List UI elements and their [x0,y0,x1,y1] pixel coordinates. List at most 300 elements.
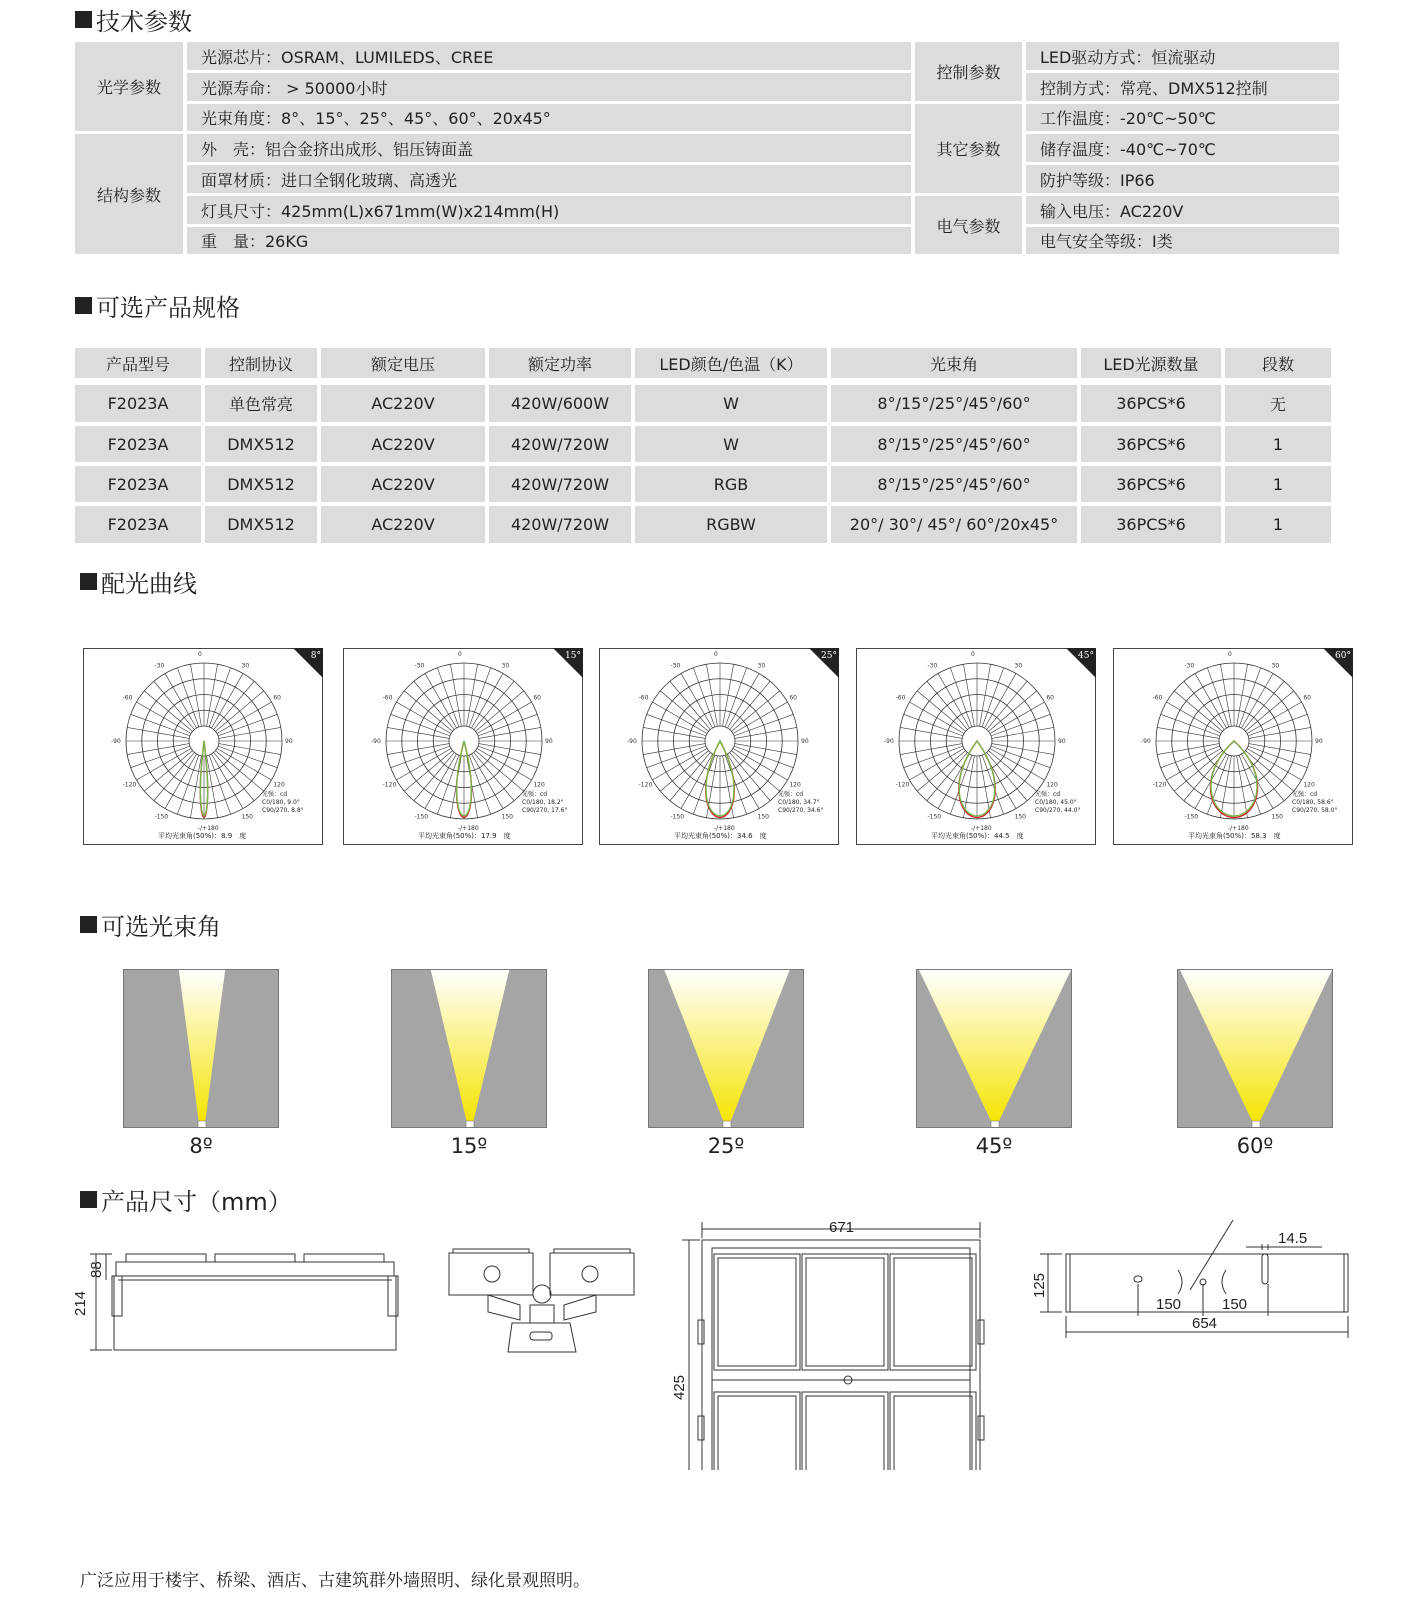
polar-grid-spoke [217,749,272,781]
spec-table-cell: 1 [1225,506,1331,543]
polar-grid-spoke [209,668,231,727]
polar-chart-svg [600,649,840,846]
spec-table-cell: F2023A [75,506,201,543]
dim-offset: 14.5 [1278,1230,1308,1247]
spec-header-cell: 光束角 [831,348,1077,378]
polar-axis-label: 150 [1271,813,1283,821]
structure-row: 外 壳：铝合金挤出成形、铝压铸面盖 [187,134,911,162]
polar-axis-label: 60 [533,694,541,702]
polar-grid-spoke [647,714,706,736]
beam-angle-label: 60º [1236,1134,1274,1158]
polar-grid-spoke [1239,668,1261,727]
footer-application-text: 广泛应用于楼宇、桥梁、酒店、古建筑群外墙照明、绿化景观照明。 [80,1571,590,1591]
polar-chart [343,648,583,845]
polar-grid-spoke [1245,751,1293,791]
beam-angle-label: 45º [975,1134,1013,1158]
polar-axis-label: 120 [1046,781,1058,789]
polar-grid-spoke [991,746,1050,768]
control-row: LED驱动方式：恒流驱动 [1026,42,1339,70]
polar-grid-spoke [670,752,710,800]
spec-table-cell: 8°/15°/25°/45°/60° [831,466,1077,502]
beam-cone-svg [392,970,547,1128]
spec-table-cell: 20°/ 30°/ 45°/ 60°/20x45° [831,506,1077,543]
beam-cone [919,970,1071,1123]
polar-grid-spoke [917,691,965,731]
polar-axis-label: 90 [1315,738,1323,745]
structure-row: 面罩材质：进口全钢化玻璃、高透光 [187,165,911,193]
polar-grid-spoke [144,691,192,731]
polar-grid-spoke [950,668,972,727]
polar-grid-spoke [731,751,779,791]
spec-header-cell: LED光源数量 [1081,348,1221,378]
tech-params-table [75,42,1339,254]
polar-grid-spoke [474,681,514,729]
polar-grid-spoke [414,752,454,800]
corner-angle-label: 25° [821,651,837,661]
polar-axis-label: -30 [414,662,425,670]
corner-angle-label: 60° [1335,651,1351,661]
dim-side-height: 214 [72,1290,89,1316]
polar-grid-spoke [1174,691,1222,731]
polar-beam-average: 平均光束角(50%)：44.5 度 [931,832,1024,840]
spec-header-cell: 额定功率 [489,348,631,378]
spec-table-cell: RGB [635,466,827,502]
beam-angle-illustration [391,969,547,1128]
polar-grid-spoke [1248,714,1307,736]
spec-header-cell: 额定电压 [321,348,485,378]
polar-grid-spoke [472,754,504,809]
polar-axis-label: 30 [1014,662,1023,670]
polar-grid-spoke [992,727,1054,738]
polar-axis-label: 0 [198,651,202,658]
polar-grid-spoke [219,727,281,738]
polar-legend-item: C0/180, 34.7° [778,799,820,806]
spec-header-cell: LED颜色/色温（K） [635,348,827,378]
spec-table-cell: 420W/600W [489,385,631,422]
spec-table-cell: W [635,385,827,422]
polar-grid-spoke [391,714,450,736]
polar-axis-label: 150 [1014,813,1026,821]
polar-axis-label: 0 [714,651,718,658]
light-source-icon [1252,1121,1260,1128]
beam-cone [1180,970,1332,1123]
spec-table-cell: F2023A [75,385,201,422]
polar-grid-spoke [733,749,788,781]
polar-grid-spoke [991,714,1050,736]
polar-legend-item: C0/180, 18.2° [522,799,564,806]
polar-legend-item: C0/180, 9.0° [262,799,300,806]
polar-grid-spoke [425,673,457,728]
polar-grid-spoke [472,673,504,728]
polar-grid-spoke [735,744,797,755]
polar-grid-spoke [396,749,451,781]
other-row: 储存温度：-40℃~70℃ [1026,134,1339,162]
polar-axis-label: 120 [1303,781,1315,789]
polar-grid-spoke [1166,702,1221,734]
polar-grid-spoke [1184,681,1224,729]
polar-grid-spoke [652,749,707,781]
polar-legend [262,791,304,815]
control-label: 控制参数 [915,42,1022,101]
polar-legend-item: C0/180, 45.0° [1035,799,1077,806]
polar-grid-spoke [165,673,197,728]
corner-angle-label: 45° [1078,651,1094,661]
polar-grid-spoke [477,749,532,781]
polar-axis-label: -30 [670,662,681,670]
polar-chart-svg [1114,649,1354,846]
spec-table-cell: F2023A [75,466,201,502]
polar-legend-item: C90/270, 17.6° [522,807,568,814]
other-label: 其它参数 [915,104,1022,193]
polar-axis-label: 120 [789,781,801,789]
polar-grid-spoke [479,744,541,755]
top-view-drawing [682,1222,984,1470]
polar-legend-item: 光强：cd [262,791,288,798]
side-view-drawing [90,1254,398,1350]
polar-grid-spoke [214,752,254,800]
polar-axis-label: -120 [638,781,653,789]
polar-grid-spoke [904,714,963,736]
polar-grid-spoke [904,746,963,768]
electric-row: 电气安全等级：I类 [1026,227,1339,254]
spec-table-cell: 420W/720W [489,466,631,502]
section-title-tech: 技术参数 [75,2,192,37]
spec-table-cell: RGBW [635,506,827,543]
electric-row: 输入电压：AC220V [1026,196,1339,224]
polar-axis-label: -120 [122,781,137,789]
polar-axis-label: -150 [1184,813,1199,821]
polar-axis-label: 90 [545,738,553,745]
polar-chart [1113,648,1353,845]
polar-legend [1292,791,1337,815]
beam-angle-illustration [916,969,1072,1128]
section-title-beam: 可选光束角 [80,907,221,942]
polar-legend-item: C90/270, 44.0° [1035,807,1081,814]
polar-axis-label: -30 [1184,662,1195,670]
spec-table-cell: DMX512 [205,506,317,543]
electric-label: 电气参数 [915,196,1022,254]
polar-axis-label: -60 [122,694,133,702]
polar-grid-spoke [215,751,263,791]
polar-axis-label: -150 [927,813,942,821]
spec-table-cell: AC220V [321,385,485,422]
polar-axis-label: -60 [1152,694,1163,702]
polar-chart-svg [857,649,1097,846]
polar-grid-spoke [988,691,1036,731]
polar-grid-spoke [643,727,705,738]
polar-grid-spoke [643,744,705,755]
polar-grid-spoke [144,751,192,791]
polar-grid-spoke [1237,664,1248,726]
polar-grid-spoke [693,668,715,727]
spec-table-cell: 420W/720W [489,426,631,462]
polar-grid-spoke [693,755,715,814]
polar-grid-spoke [387,744,449,755]
spec-table-cell: 36PCS*6 [1081,385,1221,422]
polar-grid-spoke [131,746,190,768]
polar-grid-spoke [927,752,967,800]
polar-axis-label: 0 [458,651,462,658]
polar-axis-label: 60 [273,694,281,702]
polar-axis-label: -/+180 [458,825,479,832]
polar-axis-label: 0 [1228,651,1232,658]
polar-grid-spoke [437,755,459,814]
polar-axis-label: -30 [927,662,938,670]
spec-header-cell: 段数 [1225,348,1331,378]
polar-grid-spoke [219,744,281,755]
polar-grid-spoke [177,755,199,814]
polar-legend [778,791,823,815]
dim-hole-right: 150 [1222,1296,1248,1313]
polar-axis-label: 60 [789,694,797,702]
polar-legend-item: 光强：cd [522,791,548,798]
polar-axis-label: 30 [1271,662,1280,670]
polar-grid-spoke [706,664,717,726]
polar-grid-spoke [1161,714,1220,736]
spec-table-cell: 36PCS*6 [1081,426,1221,462]
section-title-size: 产品尺寸（mm） [80,1182,292,1217]
polar-axis-label: 90 [801,738,809,745]
polar-legend-item: C90/270, 34.6° [778,807,824,814]
beam-angle-label: 25º [707,1134,745,1158]
square-bullet-icon [75,297,92,314]
polar-grid-spoke [1242,673,1274,728]
control-row: 控制方式：常亮、DMX512控制 [1026,73,1339,101]
polar-grid-spoke [212,673,244,728]
polar-axis-label: 120 [273,781,285,789]
polar-axis-label: 150 [241,813,253,821]
polar-grid-spoke [900,744,962,755]
polar-beam-average: 平均光束角(50%)：58.3 度 [1188,832,1281,840]
polar-legend-item: 光强：cd [778,791,804,798]
polar-grid-spoke [217,702,272,734]
polar-grid-spoke [927,681,967,729]
polar-grid-spoke [467,756,478,818]
polar-axis-label: -90 [627,738,637,745]
polar-grid-spoke [980,664,991,726]
polar-axis-label: -120 [382,781,397,789]
polar-grid-spoke [1248,746,1307,768]
polar-grid-spoke [1244,681,1284,729]
polar-grid-spoke [154,752,194,800]
spec-header-cell: 控制协议 [205,348,317,378]
polar-grid-spoke [469,755,491,814]
polar-grid-spoke [1249,744,1311,755]
polar-grid-spoke [900,727,962,738]
polar-grid-spoke [734,746,793,768]
polar-legend [522,791,567,815]
polar-grid-spoke [1161,746,1220,768]
polar-grid-spoke [207,664,218,726]
beam-angle-illustration [1177,969,1333,1128]
polar-grid-spoke [154,681,194,729]
spec-table-cell: 1 [1225,426,1331,462]
other-row: 防护等级：IP66 [1026,165,1339,193]
polar-grid-spoke [909,749,964,781]
spec-table-cell: W [635,426,827,462]
polar-grid-spoke [190,664,201,726]
polar-grid-spoke [723,664,734,726]
spec-table-cell: 36PCS*6 [1081,506,1221,543]
polar-grid-spoke [214,681,254,729]
section-title-curve: 配光曲线 [80,564,197,599]
beam-cone [431,970,509,1123]
polar-legend-item: 光强：cd [1035,791,1061,798]
polar-grid-spoke [1174,751,1222,791]
polar-axis-label: -150 [154,813,169,821]
dim-depth: 125 [1031,1272,1048,1298]
polar-axis-label: 30 [241,662,250,670]
polar-grid-spoke [730,752,770,800]
polar-grid-spoke [425,754,457,809]
polar-axis-label: -/+180 [714,825,735,832]
beam-angle-label: 8º [189,1134,213,1158]
polar-grid-spoke [469,668,491,727]
polar-grid-spoke [218,746,277,768]
polar-axis-label: -/+180 [1228,825,1249,832]
polar-axis-label: 60 [1046,694,1054,702]
light-source-icon [723,1121,731,1128]
polar-grid-spoke [450,664,461,726]
polar-grid-spoke [478,746,537,768]
polar-grid-spoke [660,751,708,791]
beam-angle-label: 15º [450,1134,488,1158]
polar-axis-label: -60 [895,694,906,702]
spec-table-cell: DMX512 [205,426,317,462]
corner-angle-label: 15° [565,651,581,661]
polar-grid-spoke [681,673,713,728]
polar-grid-spoke [467,664,478,726]
polar-grid-spoke [127,744,189,755]
beam-cone-svg [917,970,1072,1128]
spec-header-cell: 产品型号 [75,348,201,378]
polar-axis-label: -60 [382,694,393,702]
polar-grid-spoke [215,691,263,731]
beam-cone-svg [1178,970,1333,1128]
section-title-spec: 可选产品规格 [75,288,240,323]
polar-grid-spoke [670,681,710,729]
polar-legend-item: 光强：cd [1292,791,1318,798]
polar-axis-label: 90 [285,738,293,745]
dim-width: 671 [829,1220,855,1236]
dim-hole-left: 150 [1156,1296,1182,1313]
spec-table-cell: 36PCS*6 [1081,466,1221,502]
polar-chart-svg [84,649,324,846]
polar-grid-spoke [1220,664,1231,726]
polar-grid-spoke [1207,668,1229,727]
spec-table-cell: 420W/720W [489,506,631,543]
beam-cone [664,970,789,1123]
polar-grid-spoke [725,755,747,814]
polar-grid-spoke [136,749,191,781]
spec-table-cell: AC220V [321,426,485,462]
polar-grid-spoke [985,673,1017,728]
polar-axis-label: 120 [533,781,545,789]
light-source-icon [198,1121,206,1128]
polar-grid-spoke [437,668,459,727]
polar-grid-spoke [165,754,197,809]
polar-grid-spoke [391,746,450,768]
polar-grid-spoke [404,691,452,731]
light-source-icon [466,1121,474,1128]
polar-grid-spoke [990,702,1045,734]
spec-table-cell: 无 [1225,385,1331,422]
polar-axis-label: -90 [884,738,894,745]
polar-grid-spoke [218,714,277,736]
structure-row: 重 量：26KG [187,227,911,254]
beam-cone [179,970,225,1123]
polar-grid-spoke [652,702,707,734]
polar-legend-item: C90/270, 58.0° [1292,807,1338,814]
polar-grid-spoke [131,714,190,736]
polar-grid-spoke [177,668,199,727]
polar-legend [1035,791,1080,815]
dim-side-top: 88 [88,1261,105,1278]
spec-table-cell: 1 [1225,466,1331,502]
polar-beam-average: 平均光束角(50%)：8.9 度 [158,832,247,840]
square-bullet-icon [75,11,92,28]
polar-legend-item: C90/270, 8.8° [262,807,304,814]
polar-grid-spoke [478,714,537,736]
polar-axis-label: -/+180 [198,825,219,832]
spec-table-cell: AC220V [321,466,485,502]
polar-axis-label: 30 [757,662,766,670]
polar-grid-spoke [1157,744,1219,755]
polar-grid-spoke [992,744,1054,755]
polar-grid-spoke [723,756,734,818]
structure-label: 结构参数 [75,134,183,254]
polar-legend-item: C0/180, 58.6° [1292,799,1334,806]
dimension-drawings [0,1220,1420,1470]
polar-grid-spoke [209,755,231,814]
polar-grid-spoke [735,727,797,738]
spec-table-cell: DMX512 [205,466,317,502]
polar-grid-spoke [414,681,454,729]
polar-grid-spoke [950,755,972,814]
polar-chart [599,648,839,845]
polar-grid-spoke [660,691,708,731]
polar-axis-label: 90 [1058,738,1066,745]
polar-grid-spoke [706,756,717,818]
polar-grid-spoke [1157,727,1219,738]
polar-grid-spoke [647,746,706,768]
polar-beam-average: 平均光束角(50%)：17.9 度 [418,832,511,840]
polar-grid-spoke [909,702,964,734]
polar-grid-spoke [987,752,1027,800]
square-bullet-icon [80,573,97,590]
structure-row: 灯具尺寸：425mm(L)x671mm(W)x214mm(H) [187,196,911,224]
other-row: 工作温度：-20℃~50℃ [1026,104,1339,131]
light-source-icon [991,1121,999,1128]
spec-table-cell: F2023A [75,426,201,462]
polar-grid-spoke [1247,702,1302,734]
beam-angle-illustration [123,969,279,1128]
polar-grid-spoke [734,714,793,736]
spec-table-cell: 8°/15°/25°/45°/60° [831,385,1077,422]
polar-grid-spoke [1220,756,1231,818]
polar-grid-spoke [396,702,451,734]
square-bullet-icon [80,916,97,933]
polar-grid-spoke [990,749,1045,781]
spec-table-cell: 8°/15°/25°/45°/60° [831,426,1077,462]
polar-axis-label: 150 [501,813,513,821]
polar-axis-label: -90 [1141,738,1151,745]
dim-height: 425 [671,1374,688,1400]
polar-axis-label: 30 [501,662,510,670]
polar-grid-spoke [479,727,541,738]
polar-grid-spoke [474,752,514,800]
polar-axis-label: -150 [414,813,429,821]
